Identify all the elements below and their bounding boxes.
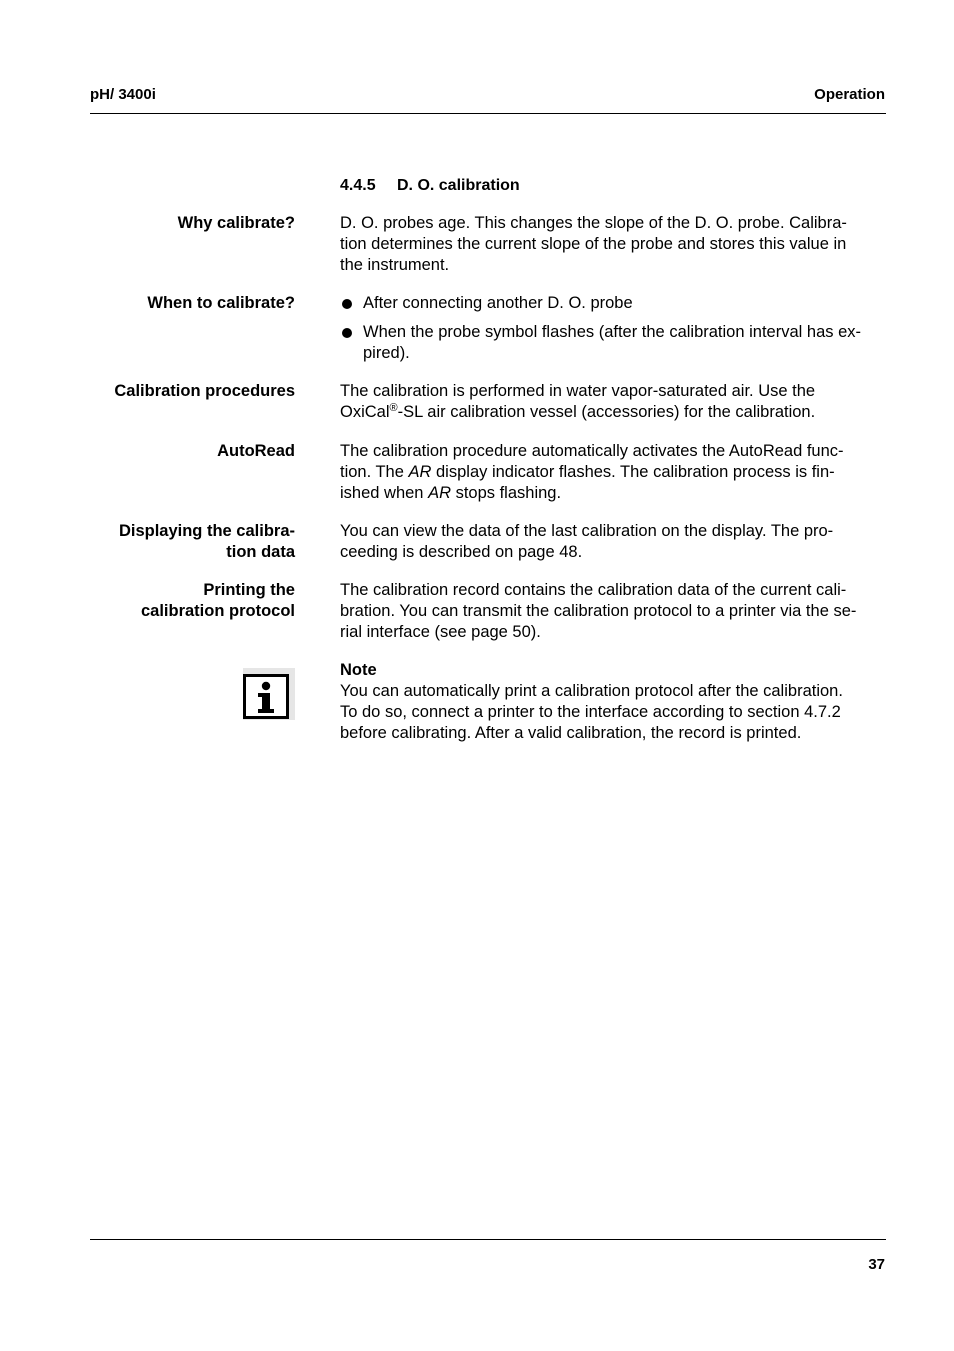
why-text: D. O. probes age. This changes the slope of the D. O. probe. Calibra- tion determines the current slope of the probe and stores this value in the instrument. bbox=[340, 214, 847, 274]
footer-rule bbox=[90, 1239, 886, 1240]
note-block: Note You can automatically print a calibration protocol after the calibration. To do so, connect a printer to the interface according to section 4.7.2 before calibrating. After a valid calibration, the record is printed. bbox=[340, 660, 888, 744]
note-title: Note bbox=[340, 661, 377, 679]
info-icon bbox=[243, 668, 295, 720]
why-label: Why calibrate? bbox=[177, 214, 295, 232]
displaying-label: Displaying the calibra- tion data bbox=[118, 522, 295, 561]
page-number: 37 bbox=[868, 1256, 885, 1273]
autoread-text: The calibration procedure automatically activates the AutoRead func- tion. The AR display indicator flashes. The calibration process is fin- ished when AR stops flashing. bbox=[340, 442, 844, 502]
section-number: 4.4.5 bbox=[340, 177, 376, 194]
bullet-icon bbox=[342, 328, 352, 338]
header-product: pH/ 3400i bbox=[90, 86, 156, 103]
list-item: When the probe symbol flashes (after the calibration interval has ex- pired). bbox=[340, 322, 888, 364]
header-rule bbox=[90, 113, 886, 114]
registered-mark: ® bbox=[389, 402, 398, 414]
printing-label: Printing the calibration protocol bbox=[140, 581, 295, 620]
section-title: D. O. calibration bbox=[397, 177, 520, 194]
bullet-icon bbox=[342, 299, 352, 309]
list-item: After connecting another D. O. probe bbox=[340, 293, 888, 314]
autoread-label: AutoRead bbox=[217, 442, 295, 460]
when-label: When to calibrate? bbox=[147, 294, 295, 312]
printing-text: The calibration record contains the calibration data of the current cali- bration. You can transmit the calibration protocol to a printer via the se- rial interface (see page 50). bbox=[340, 581, 857, 641]
procedures-label: Calibration procedures bbox=[114, 382, 295, 400]
procedures-text: The calibration is performed in water vapor-saturated air. Use the OxiCal®-SL air calibration vessel (accessories) for the calibration. bbox=[340, 382, 816, 421]
header-chapter: Operation bbox=[814, 86, 885, 103]
when-list bbox=[340, 293, 888, 364]
displaying-text: You can view the data of the last calibration on the display. The pro- ceeding is described on page 48. bbox=[340, 522, 834, 561]
section-heading bbox=[340, 177, 520, 195]
